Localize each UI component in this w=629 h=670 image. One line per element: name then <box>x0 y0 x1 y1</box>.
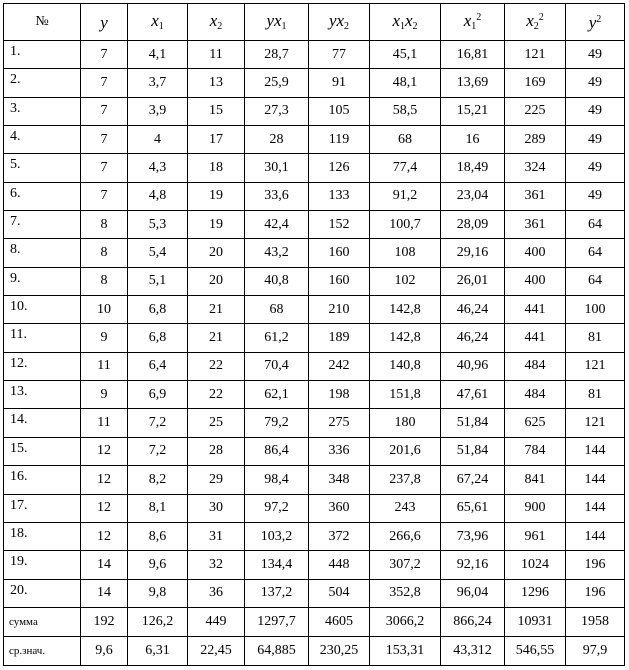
cell-x2: 25 <box>188 409 245 437</box>
cell-x1x2: 142,8 <box>370 296 441 324</box>
footer-label-cell: ср.знач. <box>4 637 81 666</box>
table-row <box>4 324 625 352</box>
cell-yx2: 198 <box>309 381 370 409</box>
cell-ysq: 49 <box>566 154 625 182</box>
cell-x1: 3,9 <box>128 97 188 125</box>
cell-x1sq: 13,69 <box>441 69 505 97</box>
cell-y: 9 <box>81 381 128 409</box>
row-number-cell: 20. <box>4 579 81 607</box>
cell-x2: 20 <box>188 239 245 267</box>
cell-x2sq: 361 <box>505 211 566 239</box>
row-number-cell: 13. <box>4 381 81 409</box>
cell-x1: 5,4 <box>128 239 188 267</box>
row-number-cell: 12. <box>4 352 81 380</box>
cell-x2: 19 <box>188 211 245 239</box>
header-x1x2: $x_1x_2$ <box>370 4 441 41</box>
cell-yx2: 133 <box>309 182 370 210</box>
cell-x1x2: 201,6 <box>370 437 441 465</box>
cell-x1sq: 92,16 <box>441 551 505 579</box>
cell-ysq: 121 <box>566 352 625 380</box>
cell-x1x2: 153,31 <box>370 637 441 666</box>
header-y: y <box>81 4 128 41</box>
cell-yx2: 360 <box>309 494 370 522</box>
table-row <box>4 437 625 465</box>
cell-x1: 5,3 <box>128 211 188 239</box>
cell-x1x2: 140,8 <box>370 352 441 380</box>
row-number-cell: 19. <box>4 551 81 579</box>
cell-yx1: 27,3 <box>245 97 309 125</box>
cell-yx2: 77 <box>309 41 370 69</box>
cell-y: 11 <box>81 352 128 380</box>
header-x2-squared: $x_2^2$ <box>505 4 566 41</box>
cell-yx1: 40,8 <box>245 267 309 295</box>
cell-x1: 7,2 <box>128 437 188 465</box>
header-yx1: $yx_1$ <box>245 4 309 41</box>
table-row <box>4 494 625 522</box>
cell-y: 9,6 <box>81 637 128 666</box>
cell-x1x2: 48,1 <box>370 69 441 97</box>
cell-x1x2: 266,6 <box>370 522 441 550</box>
cell-x2sq: 10931 <box>505 608 566 637</box>
cell-x1: 8,6 <box>128 522 188 550</box>
cell-y: 7 <box>81 126 128 154</box>
regression-data-table <box>3 3 625 666</box>
cell-y: 7 <box>81 97 128 125</box>
row-number-cell: 7. <box>4 211 81 239</box>
cell-y: 192 <box>81 608 128 637</box>
header-y-squared: $y^2$ <box>566 4 625 41</box>
table-row <box>4 522 625 550</box>
cell-x1: 6,9 <box>128 381 188 409</box>
cell-x2sq: 841 <box>505 466 566 494</box>
cell-ysq: 100 <box>566 296 625 324</box>
cell-ysq: 144 <box>566 437 625 465</box>
cell-yx2: 189 <box>309 324 370 352</box>
cell-yx1: 134,4 <box>245 551 309 579</box>
cell-x2sq: 289 <box>505 126 566 154</box>
cell-x2: 449 <box>188 608 245 637</box>
cell-ysq: 64 <box>566 239 625 267</box>
cell-x1: 4,1 <box>128 41 188 69</box>
cell-yx2: 91 <box>309 69 370 97</box>
cell-x1x2: 45,1 <box>370 41 441 69</box>
row-number-cell: 5. <box>4 154 81 182</box>
cell-x2: 36 <box>188 579 245 607</box>
cell-yx2: 448 <box>309 551 370 579</box>
table-row <box>4 409 625 437</box>
row-number-cell: 18. <box>4 522 81 550</box>
cell-x2: 31 <box>188 522 245 550</box>
table-row <box>4 579 625 607</box>
cell-x2sq: 625 <box>505 409 566 437</box>
cell-x1: 7,2 <box>128 409 188 437</box>
cell-x1sq: 28,09 <box>441 211 505 239</box>
cell-ysq: 81 <box>566 381 625 409</box>
cell-y: 12 <box>81 522 128 550</box>
cell-yx2: 160 <box>309 239 370 267</box>
mean-row <box>4 637 625 666</box>
cell-x1x2: 68 <box>370 126 441 154</box>
cell-y: 12 <box>81 466 128 494</box>
cell-y: 8 <box>81 239 128 267</box>
cell-yx2: 504 <box>309 579 370 607</box>
cell-x1: 9,6 <box>128 551 188 579</box>
cell-yx1: 70,4 <box>245 352 309 380</box>
cell-ysq: 49 <box>566 69 625 97</box>
header-x1-squared: $x_1^2$ <box>441 4 505 41</box>
table-row <box>4 267 625 295</box>
cell-ysq: 196 <box>566 551 625 579</box>
cell-yx1: 103,2 <box>245 522 309 550</box>
cell-x2: 17 <box>188 126 245 154</box>
cell-yx1: 62,1 <box>245 381 309 409</box>
cell-ysq: 144 <box>566 494 625 522</box>
cell-ysq: 1958 <box>566 608 625 637</box>
cell-x1sq: 51,84 <box>441 437 505 465</box>
cell-yx2: 152 <box>309 211 370 239</box>
cell-x2: 29 <box>188 466 245 494</box>
row-number-cell: 10. <box>4 296 81 324</box>
cell-x1: 6,31 <box>128 637 188 666</box>
cell-yx1: 33,6 <box>245 182 309 210</box>
cell-x1x2: 58,5 <box>370 97 441 125</box>
cell-y: 7 <box>81 154 128 182</box>
cell-ysq: 144 <box>566 522 625 550</box>
table-row <box>4 381 625 409</box>
cell-yx2: 348 <box>309 466 370 494</box>
table-row <box>4 211 625 239</box>
cell-yx2: 119 <box>309 126 370 154</box>
cell-x2: 22,45 <box>188 637 245 666</box>
cell-x1sq: 40,96 <box>441 352 505 380</box>
cell-yx1: 42,4 <box>245 211 309 239</box>
cell-x2sq: 169 <box>505 69 566 97</box>
cell-x2sq: 546,55 <box>505 637 566 666</box>
header-row <box>4 4 625 41</box>
cell-yx2: 372 <box>309 522 370 550</box>
cell-x1sq: 67,24 <box>441 466 505 494</box>
cell-x1x2: 108 <box>370 239 441 267</box>
cell-yx2: 242 <box>309 352 370 380</box>
cell-x2sq: 400 <box>505 267 566 295</box>
cell-x2: 22 <box>188 381 245 409</box>
cell-x2sq: 441 <box>505 296 566 324</box>
cell-x1: 4,3 <box>128 154 188 182</box>
cell-x1: 9,8 <box>128 579 188 607</box>
cell-x2sq: 400 <box>505 239 566 267</box>
cell-x1x2: 77,4 <box>370 154 441 182</box>
table-row <box>4 182 625 210</box>
row-number-cell: 8. <box>4 239 81 267</box>
table-footer <box>4 608 625 666</box>
cell-yx1: 61,2 <box>245 324 309 352</box>
cell-x1sq: 96,04 <box>441 579 505 607</box>
cell-x1x2: 237,8 <box>370 466 441 494</box>
cell-yx1: 30,1 <box>245 154 309 182</box>
cell-x1sq: 29,16 <box>441 239 505 267</box>
cell-x1sq: 46,24 <box>441 296 505 324</box>
cell-yx1: 86,4 <box>245 437 309 465</box>
cell-yx2: 4605 <box>309 608 370 637</box>
cell-ysq: 49 <box>566 41 625 69</box>
cell-y: 8 <box>81 211 128 239</box>
cell-yx2: 160 <box>309 267 370 295</box>
cell-x1: 8,2 <box>128 466 188 494</box>
cell-yx1: 28,7 <box>245 41 309 69</box>
cell-x1x2: 142,8 <box>370 324 441 352</box>
cell-yx1: 25,9 <box>245 69 309 97</box>
cell-x1: 3,7 <box>128 69 188 97</box>
cell-x1sq: 16 <box>441 126 505 154</box>
cell-y: 10 <box>81 296 128 324</box>
cell-x1: 4,8 <box>128 182 188 210</box>
cell-x2sq: 441 <box>505 324 566 352</box>
cell-yx2: 210 <box>309 296 370 324</box>
cell-x2sq: 900 <box>505 494 566 522</box>
cell-ysq: 97,9 <box>566 637 625 666</box>
cell-x2sq: 784 <box>505 437 566 465</box>
cell-x2sq: 324 <box>505 154 566 182</box>
row-number-cell: 15. <box>4 437 81 465</box>
header-x1: $x_1$ <box>128 4 188 41</box>
row-number-cell: 4. <box>4 126 81 154</box>
cell-x1: 8,1 <box>128 494 188 522</box>
cell-yx2: 126 <box>309 154 370 182</box>
cell-x1: 6,8 <box>128 296 188 324</box>
cell-x2sq: 361 <box>505 182 566 210</box>
cell-yx1: 98,4 <box>245 466 309 494</box>
cell-x1sq: 15,21 <box>441 97 505 125</box>
cell-y: 14 <box>81 579 128 607</box>
cell-yx2: 275 <box>309 409 370 437</box>
cell-yx2: 336 <box>309 437 370 465</box>
cell-yx1: 97,2 <box>245 494 309 522</box>
cell-y: 12 <box>81 437 128 465</box>
header-num: № <box>4 4 81 41</box>
row-number-cell: 11. <box>4 324 81 352</box>
cell-x2: 30 <box>188 494 245 522</box>
table-row <box>4 466 625 494</box>
cell-x2sq: 484 <box>505 352 566 380</box>
cell-x2: 20 <box>188 267 245 295</box>
row-number-cell: 6. <box>4 182 81 210</box>
table-row <box>4 97 625 125</box>
cell-yx1: 43,2 <box>245 239 309 267</box>
cell-x1x2: 180 <box>370 409 441 437</box>
cell-x1sq: 51,84 <box>441 409 505 437</box>
cell-yx1: 28 <box>245 126 309 154</box>
cell-x1x2: 151,8 <box>370 381 441 409</box>
cell-x2: 22 <box>188 352 245 380</box>
row-number-cell: 3. <box>4 97 81 125</box>
cell-ysq: 81 <box>566 324 625 352</box>
header-yx2: $yx_2$ <box>309 4 370 41</box>
cell-x1x2: 243 <box>370 494 441 522</box>
cell-x1x2: 102 <box>370 267 441 295</box>
cell-x1x2: 100,7 <box>370 211 441 239</box>
cell-x2sq: 961 <box>505 522 566 550</box>
cell-x2: 19 <box>188 182 245 210</box>
cell-ysq: 49 <box>566 126 625 154</box>
cell-ysq: 49 <box>566 97 625 125</box>
cell-y: 8 <box>81 267 128 295</box>
cell-y: 9 <box>81 324 128 352</box>
cell-y: 11 <box>81 409 128 437</box>
cell-y: 12 <box>81 494 128 522</box>
cell-x1: 6,4 <box>128 352 188 380</box>
cell-ysq: 64 <box>566 267 625 295</box>
cell-yx1: 137,2 <box>245 579 309 607</box>
cell-y: 14 <box>81 551 128 579</box>
cell-x1: 126,2 <box>128 608 188 637</box>
cell-yx1: 79,2 <box>245 409 309 437</box>
cell-x1sq: 73,96 <box>441 522 505 550</box>
cell-x1x2: 3066,2 <box>370 608 441 637</box>
cell-x2sq: 121 <box>505 41 566 69</box>
row-number-cell: 14. <box>4 409 81 437</box>
cell-x1sq: 46,24 <box>441 324 505 352</box>
cell-x1x2: 91,2 <box>370 182 441 210</box>
cell-ysq: 121 <box>566 409 625 437</box>
cell-x2sq: 225 <box>505 97 566 125</box>
cell-x1x2: 307,2 <box>370 551 441 579</box>
sum-row <box>4 608 625 637</box>
table-row <box>4 551 625 579</box>
cell-x1: 6,8 <box>128 324 188 352</box>
cell-x2: 11 <box>188 41 245 69</box>
cell-x1sq: 65,61 <box>441 494 505 522</box>
cell-x2sq: 1024 <box>505 551 566 579</box>
cell-yx2: 105 <box>309 97 370 125</box>
row-number-cell: 1. <box>4 41 81 69</box>
table-row <box>4 41 625 69</box>
cell-ysq: 64 <box>566 211 625 239</box>
cell-ysq: 144 <box>566 466 625 494</box>
cell-x2: 21 <box>188 324 245 352</box>
cell-x2: 18 <box>188 154 245 182</box>
cell-x1sq: 18,49 <box>441 154 505 182</box>
cell-x1sq: 47,61 <box>441 381 505 409</box>
row-number-cell: 9. <box>4 267 81 295</box>
cell-ysq: 49 <box>566 182 625 210</box>
cell-x1sq: 866,24 <box>441 608 505 637</box>
cell-y: 7 <box>81 182 128 210</box>
row-number-cell: 17. <box>4 494 81 522</box>
cell-x2: 15 <box>188 97 245 125</box>
cell-x1sq: 26,01 <box>441 267 505 295</box>
table-body <box>4 41 625 608</box>
cell-yx1: 1297,7 <box>245 608 309 637</box>
table-row <box>4 69 625 97</box>
cell-x2sq: 484 <box>505 381 566 409</box>
row-number-cell: 2. <box>4 69 81 97</box>
cell-y: 7 <box>81 41 128 69</box>
cell-x2: 28 <box>188 437 245 465</box>
cell-x2: 13 <box>188 69 245 97</box>
cell-x1: 5,1 <box>128 267 188 295</box>
header-x2: $x_2$ <box>188 4 245 41</box>
cell-x1: 4 <box>128 126 188 154</box>
cell-yx1: 64,885 <box>245 637 309 666</box>
cell-x2: 32 <box>188 551 245 579</box>
cell-yx1: 68 <box>245 296 309 324</box>
table-row <box>4 239 625 267</box>
table-row <box>4 126 625 154</box>
cell-ysq: 196 <box>566 579 625 607</box>
table-row <box>4 154 625 182</box>
cell-x1sq: 43,312 <box>441 637 505 666</box>
cell-x1x2: 352,8 <box>370 579 441 607</box>
table-row <box>4 296 625 324</box>
footer-label-cell: сумма <box>4 608 81 637</box>
cell-yx2: 230,25 <box>309 637 370 666</box>
cell-x2: 21 <box>188 296 245 324</box>
cell-y: 7 <box>81 69 128 97</box>
table-row <box>4 352 625 380</box>
row-number-cell: 16. <box>4 466 81 494</box>
cell-x1sq: 16,81 <box>441 41 505 69</box>
cell-x2sq: 1296 <box>505 579 566 607</box>
cell-x1sq: 23,04 <box>441 182 505 210</box>
